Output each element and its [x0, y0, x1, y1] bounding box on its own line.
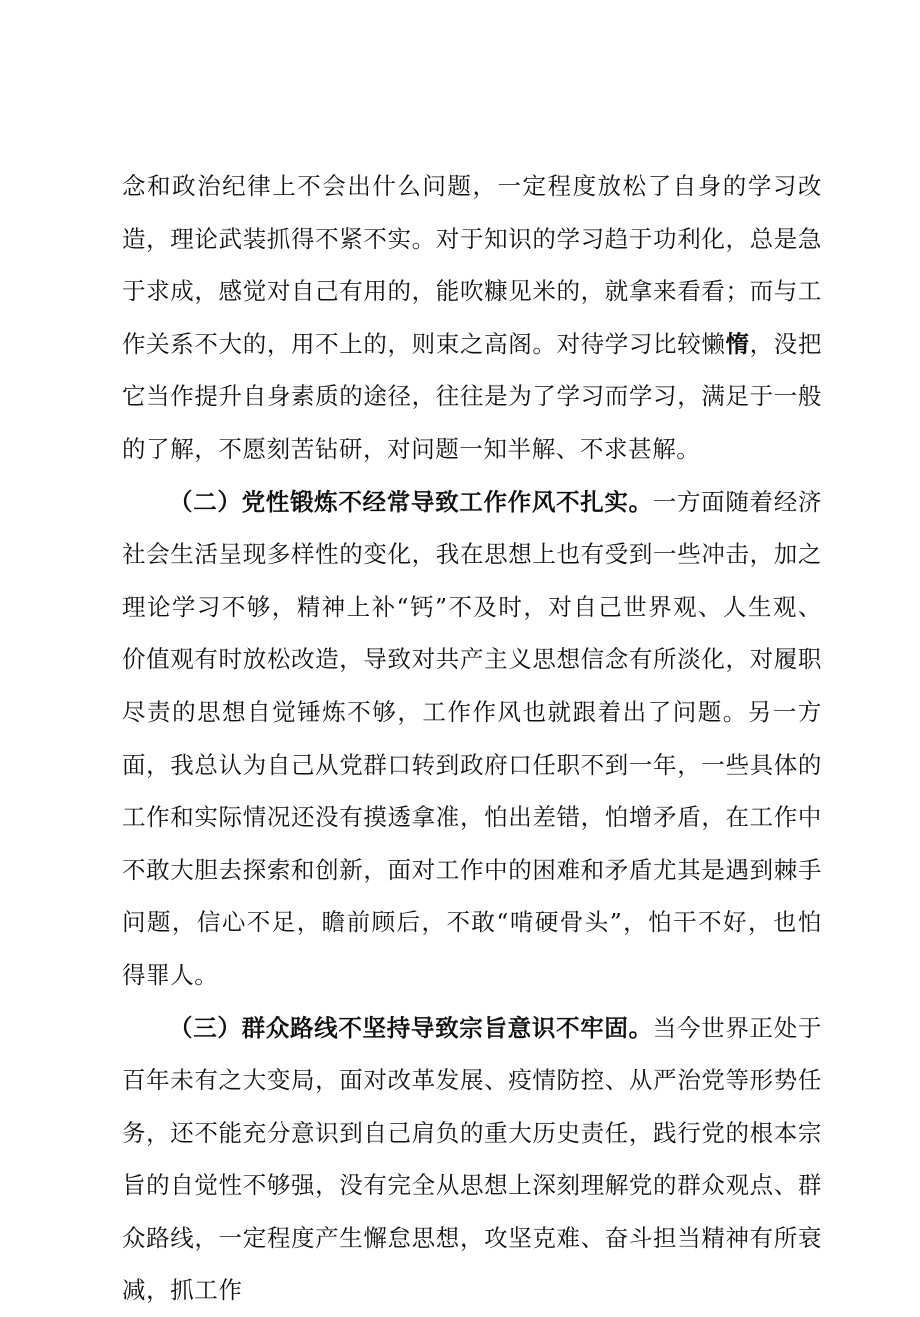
paragraph-2	[122, 476, 822, 1002]
paragraph-3-text: 当今世界正处于百年未有之大变局，面对改革发展、疫情防控、从严治党等形势任务，还不能充分意识到自己肩负的重大历史责任，践行党的根本宗旨的自觉性不够强，没有完全从思想上深刻理解党的群众观点、群众路线，一定程度产生懈怠思想，攻坚克难、奋斗担当精神有所衰减，抓工作	[122, 1014, 822, 1305]
paragraph-1	[122, 160, 822, 476]
paragraph-3	[122, 1002, 822, 1317]
paragraph-1-text-a: 念和政治纪律上不会出什么问题，一定程度放松了自身的学习改造，理论武装抓得不紧不实。对于知识的学习趋于功利化，总是急于求成，感觉对自己有用的，能吹糠见米的，就拿来看看；而与工作关系不大的，用不上的，则束之高阁。对待学习比较懒	[122, 172, 822, 358]
paragraph-2-text: 一方面随着经济社会生活呈现多样性的变化，我在思想上也有受到一些冲击，加之理论学习不够，精神上补“钙”不及时，对自己世界观、人生观、价值观有时放松改造，导致对共产主义思想信念有所淡化，对履职尽责的思想自觉锤炼不够，工作作风也就跟着出了问题。另一方面，我总认为自己从党群口转到政府口任职不到一年，一些具体的工作和实际情况还没有摸透拿准，怕出差错，怕增矛盾，在工作中不敢大胆去探索和创新，面对工作中的困难和矛盾尤其是遇到棘手问题，信心不足，瞻前顾后，不敢“啃硬骨头”，怕干不好，也怕得罪人。	[122, 488, 822, 989]
section-heading-2: （二）党性锻炼不经常导致工作作风不扎实。	[169, 488, 653, 516]
document-body	[122, 160, 822, 1317]
paragraph-1-text-b: ，没把它当作提升自身素质的途径，往往是为了学习而学习，满足于一般的了解，不愿刻苦钻研，对问题一知半解、不求甚解。	[122, 330, 822, 463]
paragraph-1-emphasis: 惰	[725, 330, 749, 358]
section-heading-3: （三）群众路线不坚持导致宗旨意识不牢固。	[169, 1014, 653, 1042]
